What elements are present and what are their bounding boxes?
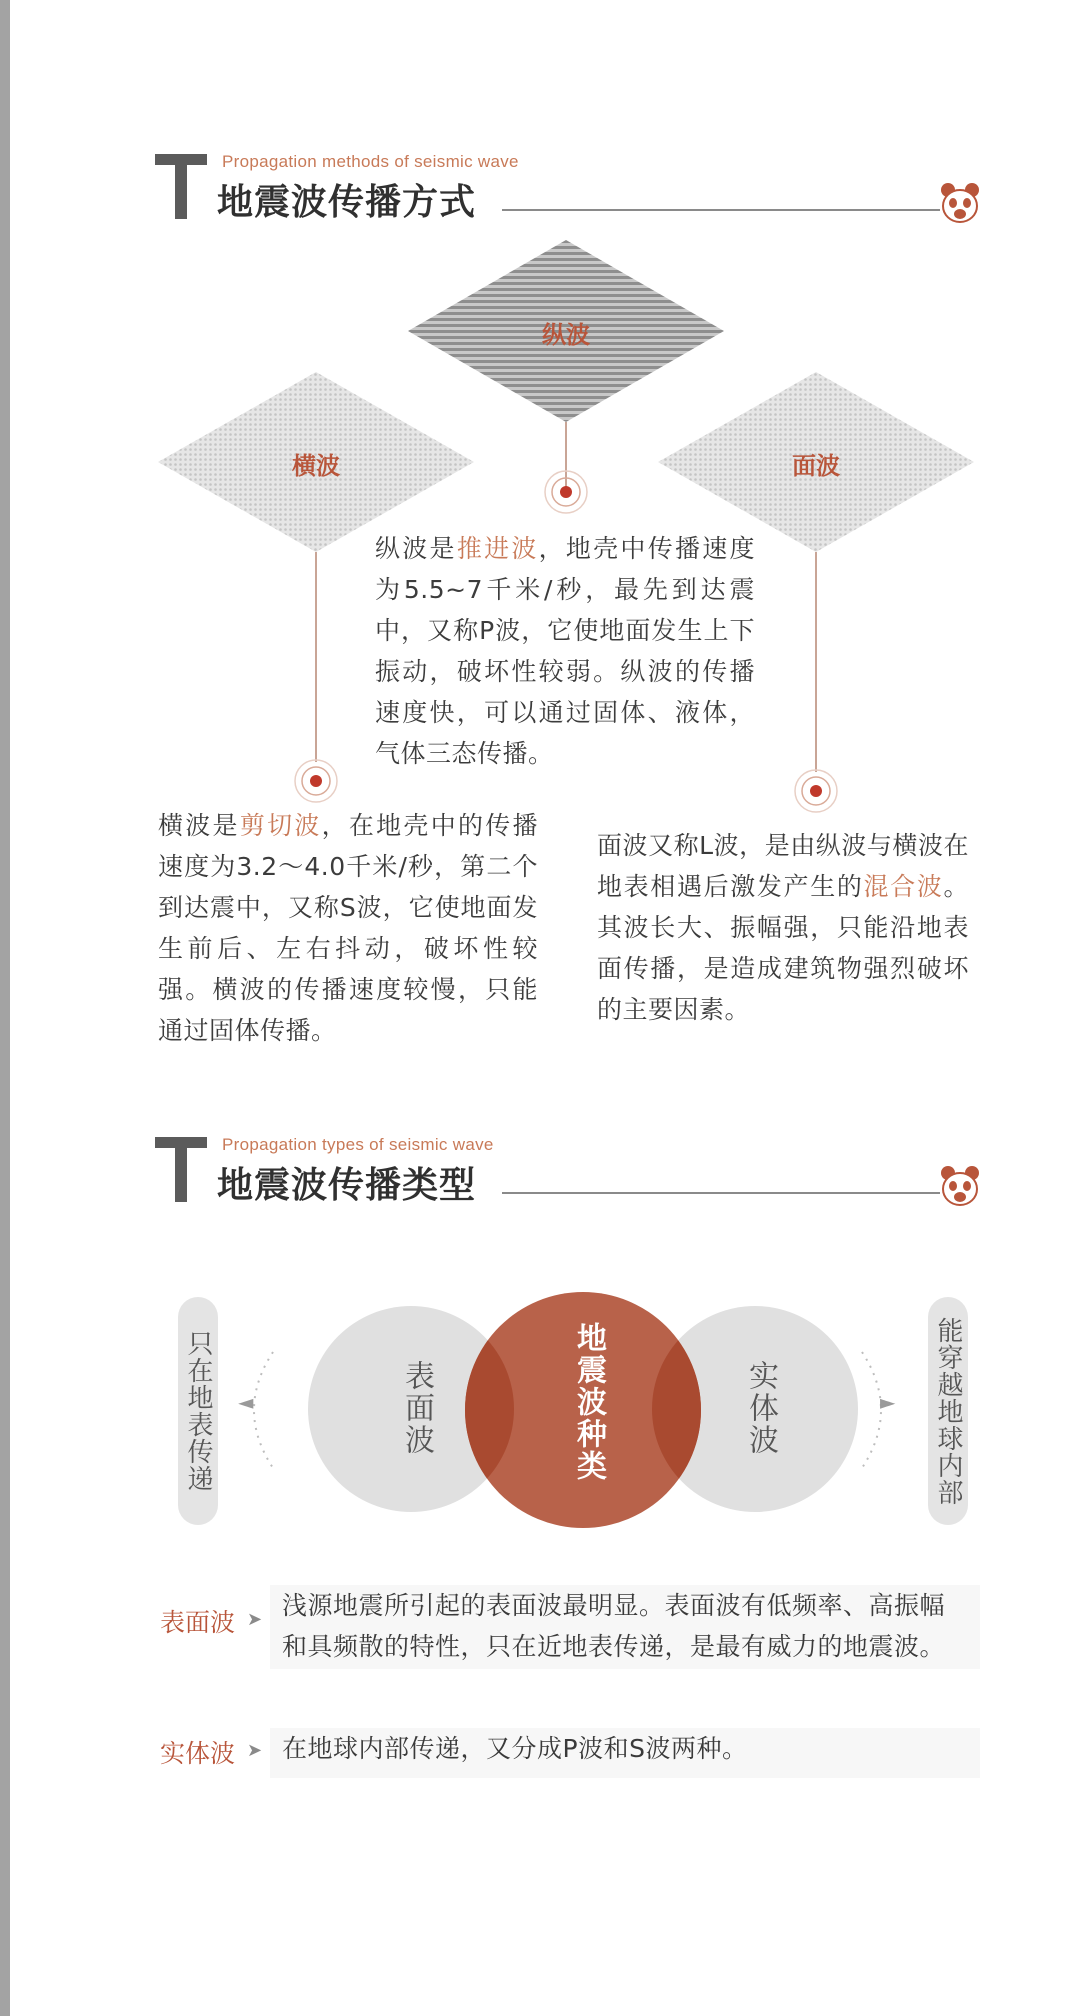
body-wave-circle-label: 实体波 xyxy=(743,1360,778,1456)
chevron-right-icon: ➤ xyxy=(247,1609,263,1630)
diamond-transverse xyxy=(158,372,474,552)
body-wave-label: 实体波 xyxy=(160,1739,236,1768)
header-divider xyxy=(502,1192,940,1194)
target-icon xyxy=(793,768,839,814)
arrow-right-icon: ► xyxy=(880,1390,896,1414)
panda-icon xyxy=(940,180,980,226)
surface-wave-text: 浅源地震所引起的表面波最明显。表面波有低频率、高振幅和具频散的特性，只在近地表传递，是最有威力的地震波。 xyxy=(270,1585,980,1669)
section2-header xyxy=(155,1135,985,1225)
diamond-label-longitudinal: 纵波 xyxy=(542,321,590,349)
body-wave-row xyxy=(160,1728,980,1784)
left-pill: 只在地表传递 xyxy=(178,1297,218,1525)
surface-wave-label: 表面波 xyxy=(160,1608,236,1637)
panda-icon xyxy=(940,1163,980,1209)
diamond-label-transverse: 横波 xyxy=(292,452,340,480)
t-logo-icon xyxy=(155,152,210,222)
connector-line xyxy=(815,552,817,772)
section1-title: 地震波传播方式 xyxy=(217,182,477,223)
surface-wave-row xyxy=(160,1585,980,1675)
wave-types-venn xyxy=(150,1270,980,1550)
diamond-label-surface: 面波 xyxy=(792,452,840,480)
connector-line xyxy=(315,552,317,762)
target-icon xyxy=(543,469,589,515)
right-pill: 能穿越地球内部 xyxy=(928,1297,968,1525)
body-wave-text: 在地球内部传递，又分成P波和S波两种。 xyxy=(270,1728,980,1778)
section2-title: 地震波传播类型 xyxy=(217,1165,477,1206)
header-divider xyxy=(502,209,940,211)
arrow-left-icon: ◄ xyxy=(238,1390,254,1414)
chevron-right-icon: ➤ xyxy=(247,1740,263,1761)
surface-wave-circle-label: 表面波 xyxy=(399,1360,434,1456)
left-edge-bar xyxy=(0,0,10,2016)
surface-description: 面波又称L波，是由纵波与横波在地表相遇后激发产生的混合波。其波长大、振幅强，只能沿地表面传播，是造成建筑物强烈破坏的主要因素。 xyxy=(597,831,969,1024)
seismic-types-circle-label: 地震波种类 xyxy=(571,1322,606,1482)
section2-title-en: Propagation types of seismic wave xyxy=(222,1135,494,1154)
longitudinal-description: 纵波是推进波，地壳中传播速度为5.5~7千米/秒，最先到达震中，又称P波，它使地面发生上下振动，破坏性较弱。纵波的传播速度快，可以通过固体、液体，气体三态传播。 xyxy=(375,534,755,768)
t-logo-icon xyxy=(155,1135,210,1205)
section1-title-en: Propagation methods of seismic wave xyxy=(222,152,519,171)
section1-header xyxy=(155,152,985,242)
target-icon xyxy=(293,758,339,804)
diamond-surface xyxy=(658,372,974,552)
transverse-description: 横波是剪切波，在地壳中的传播速度为3.2～4.0千米/秒，第二个到达震中，又称S波，它使地面发生前后、左右抖动，破坏性较强。横波的传播速度较慢，只能通过固体传播。 xyxy=(158,811,538,1045)
